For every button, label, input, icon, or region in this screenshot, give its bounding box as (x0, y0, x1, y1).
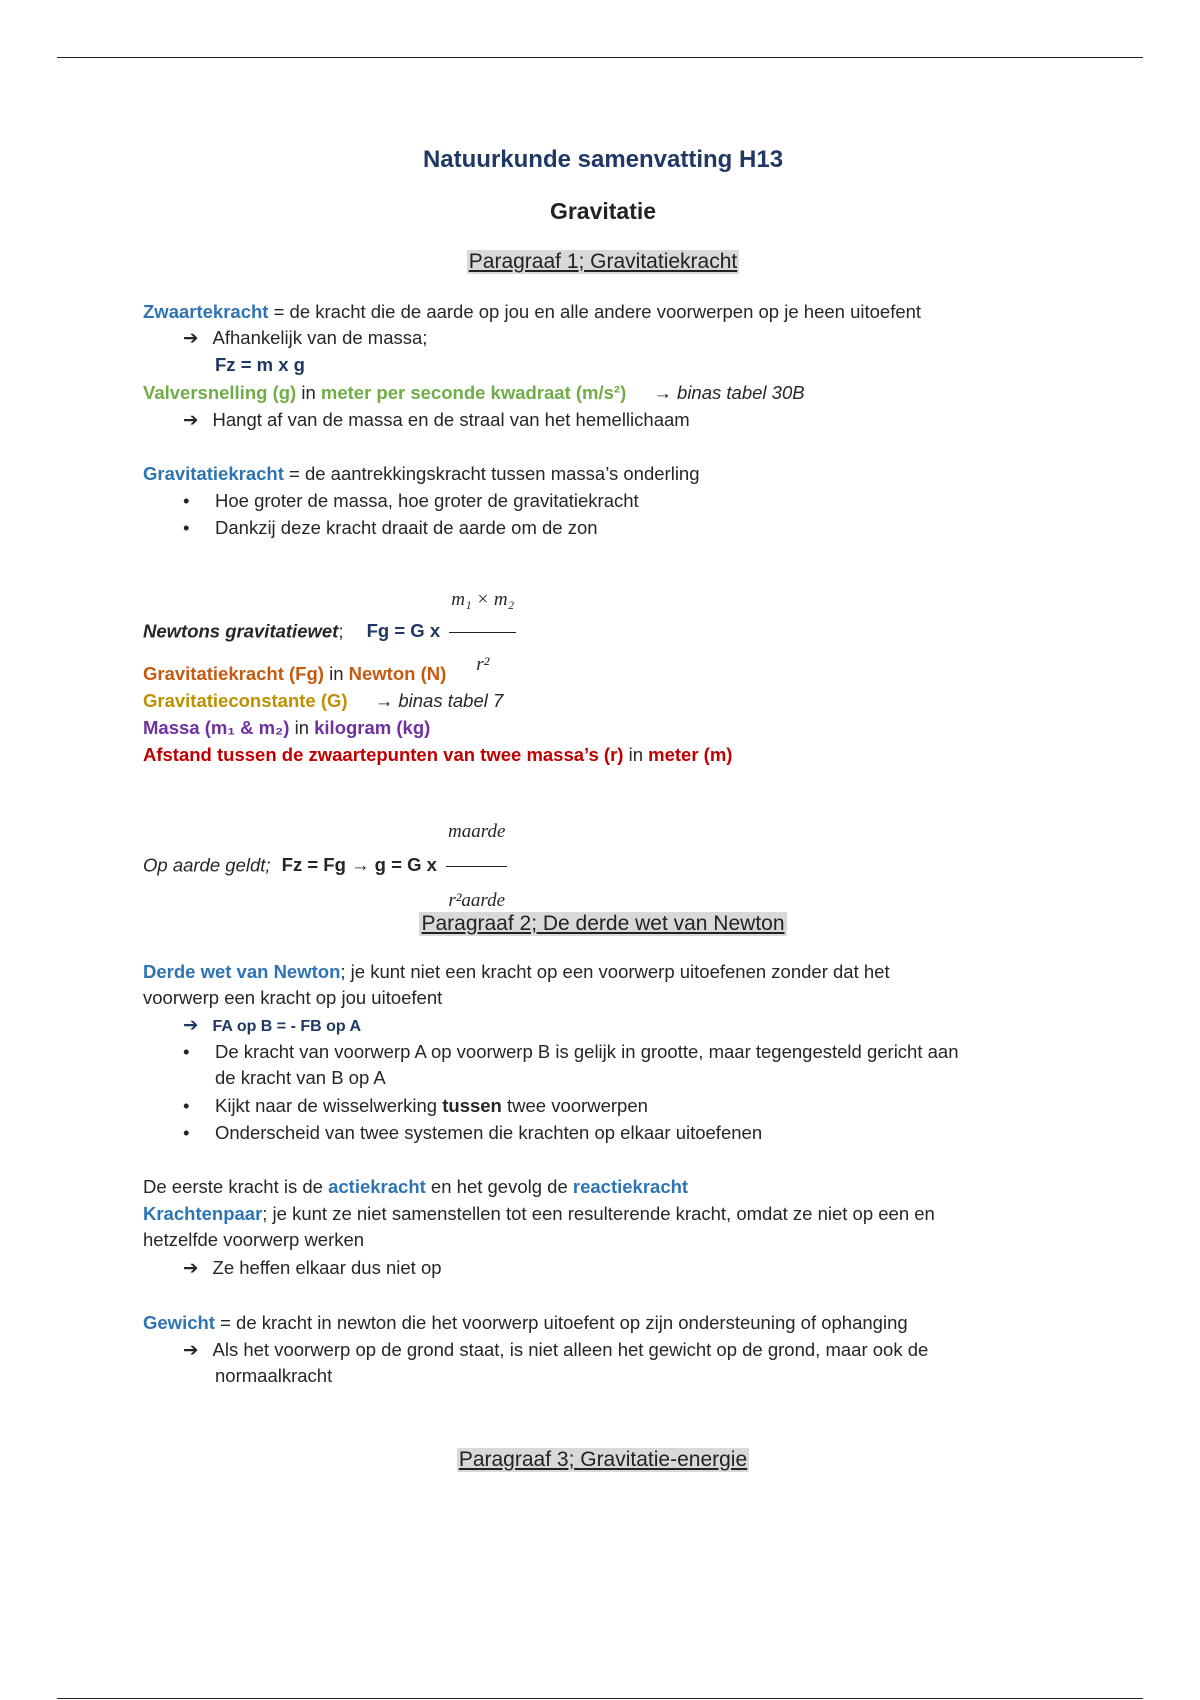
term-reactiekracht: reactiekracht (572, 1176, 689, 1197)
gravitatiekracht-definition (143, 462, 700, 486)
newton-numerator: m₁ × m₂ (449, 570, 516, 633)
arrow-icon: ➔ (183, 1014, 199, 1035)
binas-ref-30b: → binas tabel 30B (653, 382, 805, 403)
derde-wet-definition-cont: voorwerp een kracht op jou uitoefent (143, 987, 443, 1008)
actiekracht-pre: De eerste kracht is de (143, 1176, 329, 1197)
valversnelling-arrow-text: Hangt af van de massa en de straal van het hemellichaam (212, 409, 690, 430)
list-item: Hoe groter de massa, hoe groter de gravitatiekracht (215, 490, 639, 511)
earth-denominator: r²aarde (448, 890, 506, 911)
krachtenpaar-arrow-line (183, 1256, 442, 1280)
bullet-icon: • (183, 1041, 190, 1062)
newton-law-sep: ; (338, 620, 344, 642)
derde-wet-definition (143, 960, 890, 984)
definition-gravitatiekracht (143, 662, 446, 686)
unit-msq: meter per seconde kwadraat (320, 382, 571, 403)
term-valversnelling: Valversnelling (143, 382, 268, 403)
section-heading-3-text: Paragraaf 3; Gravitatie-energie (458, 1448, 748, 1471)
list-item-cont: de kracht van B op A (215, 1067, 386, 1088)
earth-formula: Fz = Fg → g = G x (281, 854, 437, 876)
arrow-icon: ➔ (183, 1339, 199, 1360)
def-afstand-term: Afstand tussen de zwaartepunten van twee massa’s (143, 744, 599, 765)
section-heading-3 (143, 1448, 1063, 1472)
newton-fraction (449, 570, 516, 695)
derde-wet-text-1: ; je kunt niet een kracht op een voorwerp uitoefenen zonder dat het (340, 961, 890, 982)
gravitatiekracht-text: = de aantrekkingskracht tussen massa’s onderling (283, 463, 700, 484)
binas-ref-7: → binas tabel 7 (374, 690, 504, 711)
krachtenpaar-definition (143, 1202, 935, 1226)
zwaartekracht-formula (215, 353, 305, 377)
document-title: Natuurkunde samenvatting H13 (422, 146, 784, 173)
bullet-icon: • (183, 490, 190, 511)
earth-numerator: maarde (446, 800, 507, 867)
formula-fab: FA op B = - FB op A (212, 1018, 362, 1035)
newton-law-label: Newtons gravitatiewet (143, 620, 339, 642)
krachtenpaar-arrow-text: Ze heffen elkaar dus niet op (212, 1257, 442, 1278)
def-afstand-unit: meter (m) (648, 744, 733, 765)
definition-afstand (143, 743, 732, 767)
symbol-g: (g) (267, 382, 297, 403)
list-item: De kracht van voorwerp A op voorwerp B is gelijk in grootte, maar tegengesteld gericht aan (215, 1041, 959, 1062)
zwaartekracht-arrow-line (183, 326, 427, 350)
earth-formula-label: Op aarde geldt; (143, 854, 271, 876)
valversnelling-definition (143, 381, 805, 405)
symbol-r: (r) (598, 744, 624, 765)
arrow-icon: ➔ (183, 327, 199, 348)
term-zwaartekracht: Zwaartekracht (143, 301, 269, 322)
zwaartekracht-arrow-text: Afhankelijk van de massa; (212, 327, 428, 348)
list-item-pre: Kijkt naar de wisselwerking (215, 1095, 443, 1116)
term-krachtenpaar: Krachtenpaar (143, 1203, 263, 1224)
def-massa-unit: kilogram (kg) (314, 717, 431, 738)
gewicht-arrow-line (183, 1338, 928, 1362)
newton-law-formula: Fg = G x (366, 620, 441, 642)
word-in: in (323, 663, 349, 684)
formula-fz: Fz = m x g (215, 354, 305, 375)
word-in: in (623, 744, 649, 765)
gewicht-definition (143, 1311, 908, 1335)
arrow-icon: ➔ (183, 409, 199, 430)
section-heading-2 (143, 912, 1063, 936)
gewicht-arrow-text: Als het voorwerp op de grond staat, is niet alleen het gewicht op de grond, maar ook de (212, 1339, 929, 1360)
definition-gravitatieconstante (143, 689, 503, 713)
valversnelling-arrow-line (183, 408, 690, 432)
bullet-icon: • (183, 1095, 190, 1116)
derde-wet-formula-line (183, 1013, 361, 1039)
bullet-icon: • (183, 1122, 190, 1143)
newton-denominator: r² (476, 654, 490, 675)
word-in: in (289, 717, 315, 738)
bottom-rule (57, 1698, 1143, 1699)
arrow-icon: ➔ (183, 1257, 199, 1278)
krachtenpaar-text-1: ; je kunt ze niet samenstellen tot een resulterende kracht, omdat ze niet op een en (262, 1203, 935, 1224)
zwaartekracht-definition (143, 300, 921, 324)
def-gravitatieconstante-term: Gravitatieconstante (G) (143, 690, 348, 711)
gewicht-arrow-cont: normaalkracht (215, 1365, 333, 1386)
section-heading-2-text: Paragraaf 2; De derde wet van Newton (421, 912, 785, 935)
term-derde-wet: Derde wet van Newton (143, 961, 341, 982)
list-item (215, 1094, 1035, 1118)
term-gravitatiekracht: Gravitatiekracht (143, 463, 284, 484)
list-item: Dankzij deze kracht draait de aarde om de zon (215, 517, 598, 538)
def-gravitatiekracht-unit: Newton (N) (348, 663, 447, 684)
list-item: Onderscheid van twee systemen die krachten op elkaar uitoefenen (215, 1122, 763, 1143)
def-massa-term: Massa (m₁ & m₂) (143, 717, 290, 738)
actiekracht-mid: en het gevolg de (425, 1176, 573, 1197)
list-item-post: twee voorwerpen (501, 1095, 648, 1116)
unit-msq-symbol: (m/s²) (570, 382, 627, 403)
zwaartekracht-text: = de kracht die de aarde op jou en alle andere voorwerpen op je heen uitoefent (268, 301, 922, 322)
section-heading-1-text: Paragraaf 1; Gravitatiekracht (468, 250, 738, 273)
term-gewicht: Gewicht (143, 1312, 215, 1333)
actiekracht-line (143, 1175, 688, 1199)
term-actiekracht: actiekracht (328, 1176, 426, 1197)
section-heading-1 (143, 250, 1063, 274)
word-tussen: tussen (442, 1095, 502, 1116)
krachtenpaar-definition-cont: hetzelfde voorwerp werken (143, 1229, 365, 1250)
top-rule (57, 57, 1143, 58)
gewicht-text: = de kracht in newton die het voorwerp uitoefent op zijn ondersteuning of ophanging (214, 1312, 908, 1333)
document-subtitle: Gravitatie (549, 198, 657, 224)
definition-massa (143, 716, 430, 740)
word-in: in (296, 382, 321, 403)
def-gravitatiekracht-term: Gravitatiekracht (Fg) (143, 663, 324, 684)
bullet-icon: • (183, 517, 190, 538)
